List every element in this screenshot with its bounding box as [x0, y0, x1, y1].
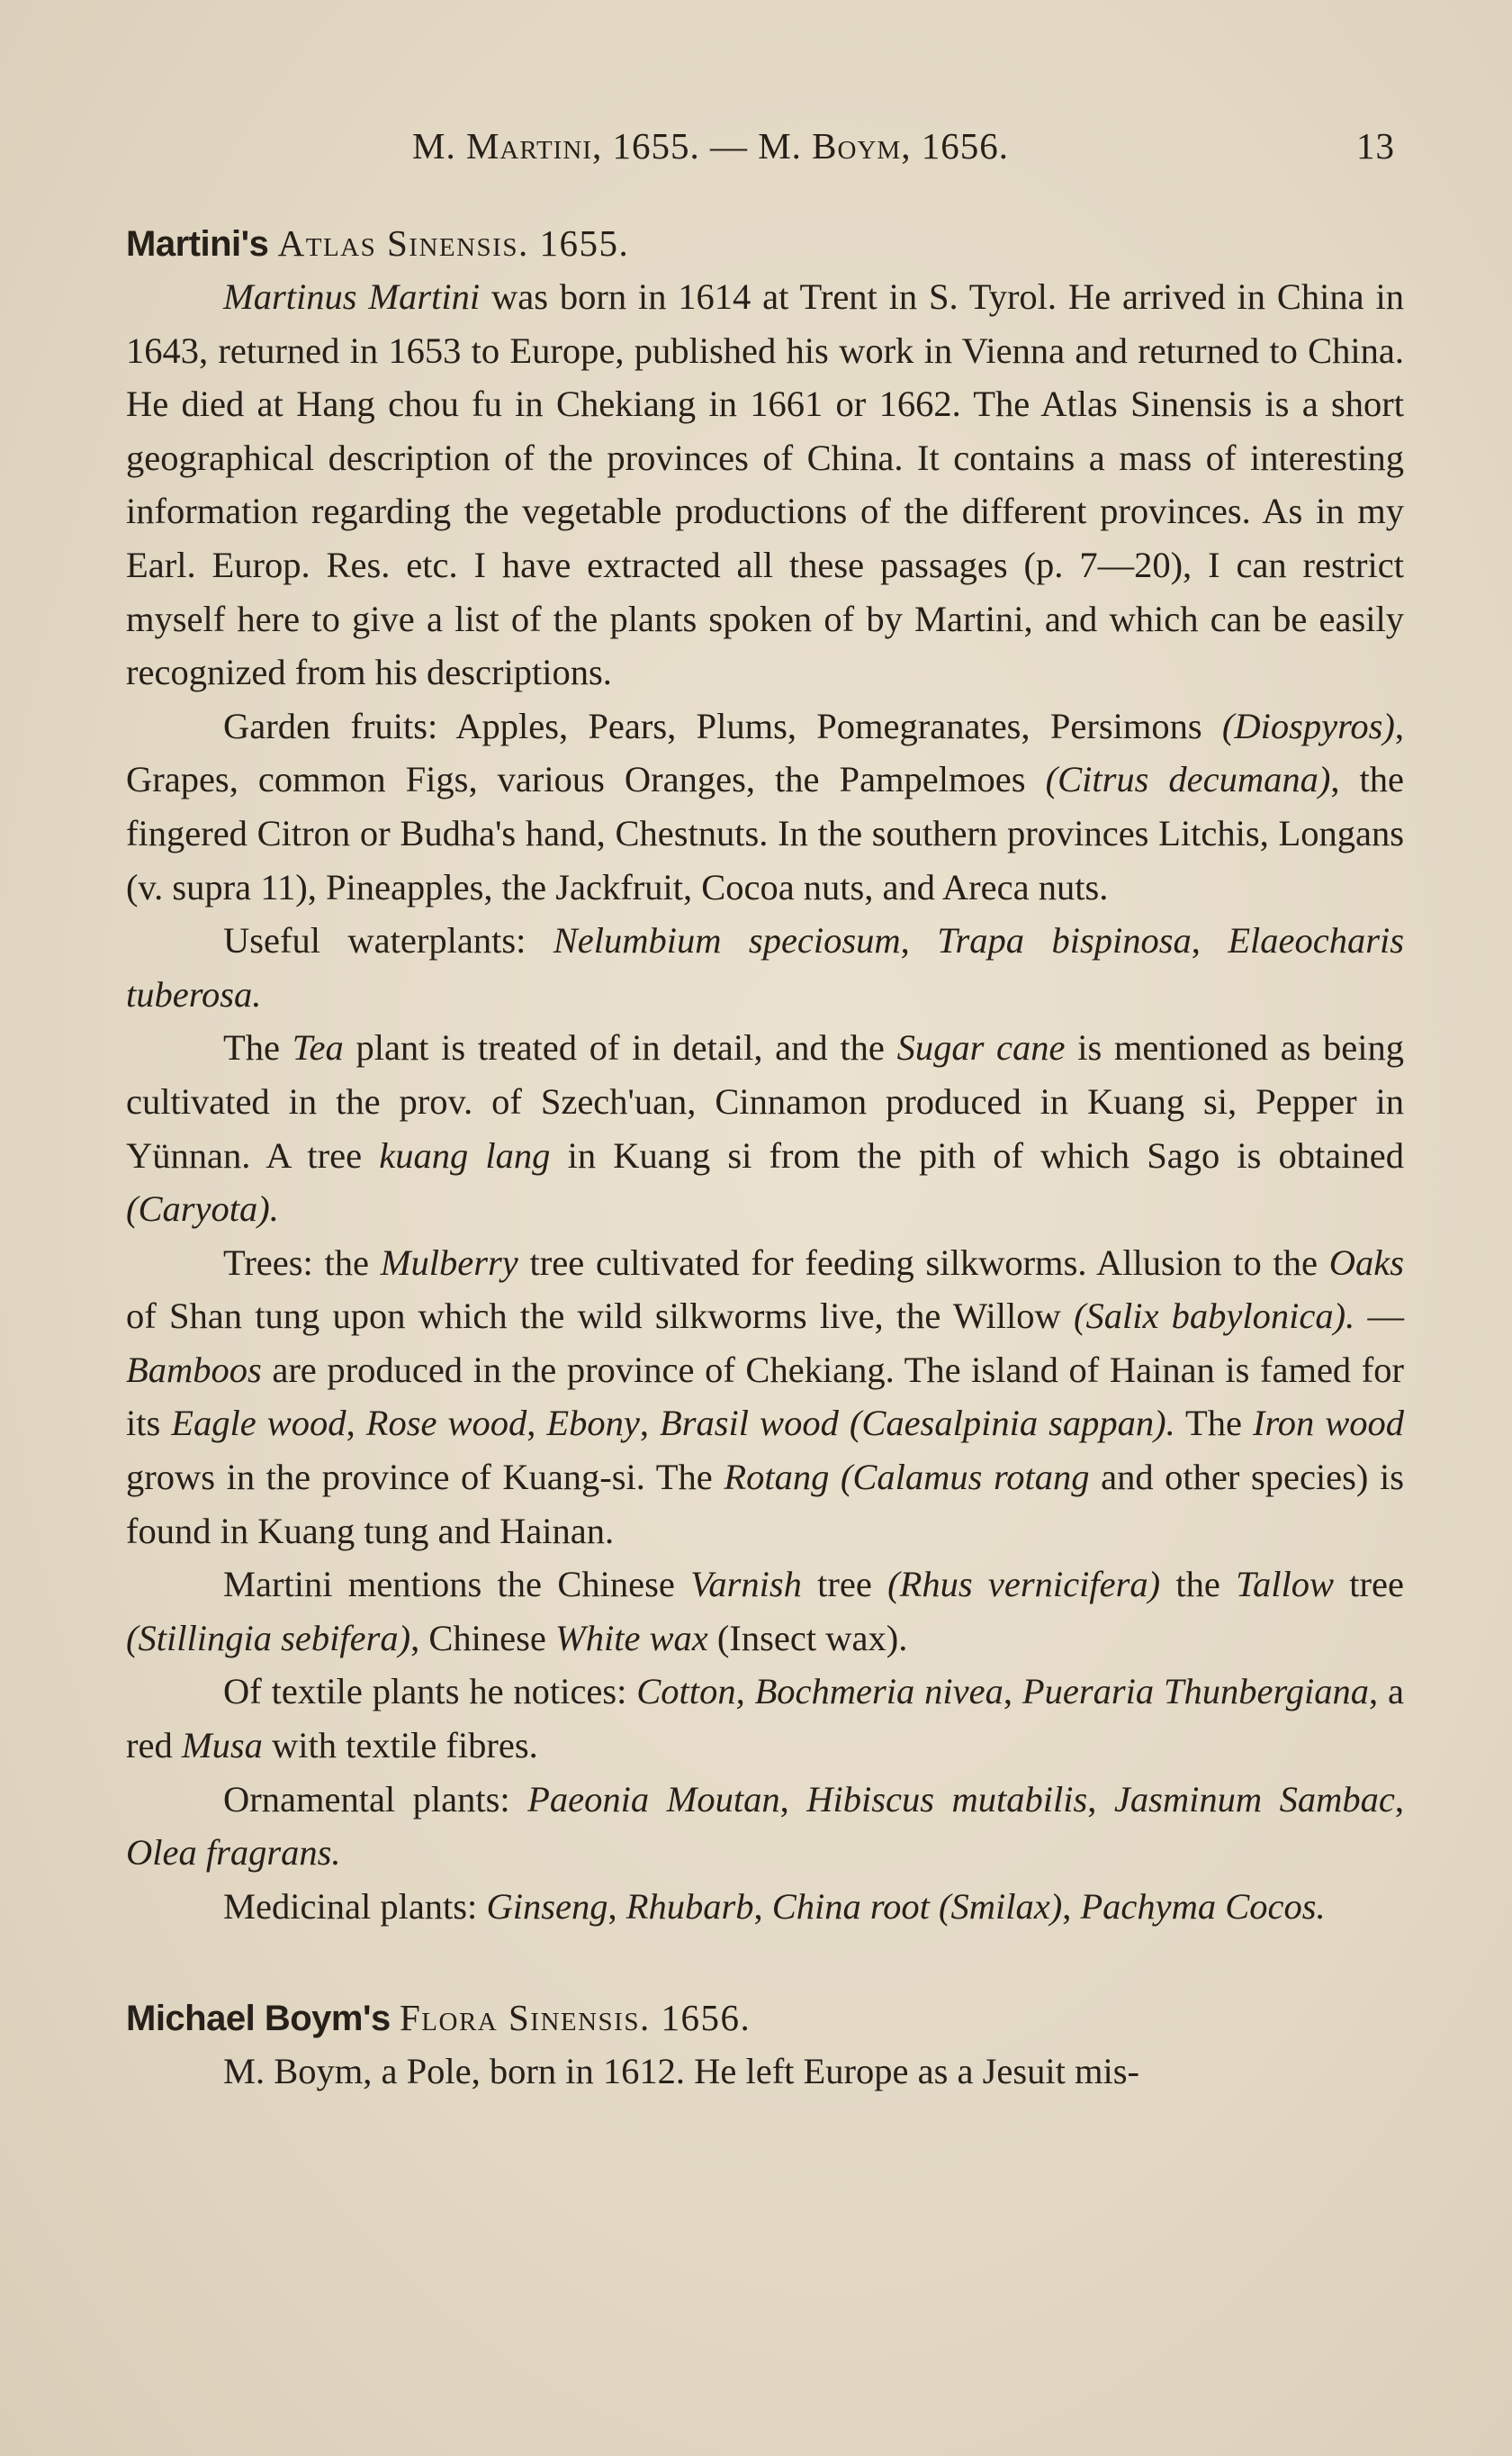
heading-author: Michael Boym's [126, 1999, 391, 2039]
running-head-title: M. Martini, 1655. — M. Boym, 1656. [412, 125, 1009, 167]
section-gap [126, 1933, 1404, 1991]
heading-year: . 1655. [518, 222, 630, 264]
paragraph-garden-fruits: Garden fruits: Apples, Pears, Plums, Pomegranates, Persimons (Diospyros), Grapes, common Figs, various Oranges, the Pampelmoes (Citrus decumana), the fingered Citron or Budha's hand, Chestnuts. In the southern provinces Litchis, Longans (v. supra 11), Pineapples, the Jackfruit, Cocoa nuts, and Areca nuts. [126, 705, 1404, 907]
paragraph-biography: Martinus Martini was born in 1614 at Trent in S. Tyrol. He arrived in China in 1643, returned in 1653 to Europe, published his work in Vienna and returned to China. He died at Hang chou fu in Chekiang in 1661 or 1662. The Atlas Sinensis is a short geographical description of the provinces of China. It contains a mass of interesting information regarding the vegetable productions of the different provinces. As in my Earl. Europ. Res. etc. I have extracted all these passages (p. 7—20), I can restrict myself here to give a list of the plants spoken of by Martini, and which can be easily recognized from his descriptions. [126, 276, 1404, 693]
paragraph-varnish-tallow: Martini mentions the Chinese Varnish tree (Rhus vernicifera) the Tallow tree (Stillingia sebifera), Chinese White wax (Insect wax). [126, 1564, 1404, 1658]
paragraph-boym-intro: M. Boym, a Pole, born in 1612. He left Europe as a Jesuit mis- [223, 2051, 1139, 2092]
section-heading-boym [126, 1991, 1404, 2045]
page-number: 13 [1356, 125, 1395, 167]
heading-work-title: Flora Sinensis [399, 1997, 640, 2039]
paragraph-trees: Trees: the Mulberry tree cultivated for feeding silkworms. Allusion to the Oaks of Shan tung upon which the wild silkworms live, the Willow (Salix babylonica). — Bamboos are produced in the province of Chekiang. The island of Hainan is famed for its Eagle wood, Rose wood, Ebony, Brasil wood (Caesalpinia sappan). The Iron wood grows in the province of Kuang-si. The Rotang (Calamus rotang and other species) is found in Kuang tung and Hainan. [126, 1242, 1405, 1551]
paragraph-ornamental-plants: Ornamental plants: Paeonia Moutan, Hibiscus mutabilis, Jasminum Sambac, Olea fragrans. [126, 1778, 1404, 1874]
running-head-name-boym: Boym [812, 125, 902, 167]
running-head-name-martini: Martini [465, 125, 592, 167]
paragraph-waterplants: Useful waterplants: Nelumbium speciosum, Trapa bispinosa, Elaeocharis tuberosa. [126, 920, 1405, 1015]
paragraph-medicinal-plants: Medicinal plants: Ginseng, Rhubarb, China root (Smilax), Pachyma Cocos. [223, 1885, 1326, 1927]
heading-author: Martini's [126, 224, 269, 264]
paragraph-tea-sugar: The Tea plant is treated of in detail, and the Sugar cane is mentioned as being cultivated in the prov. of Szech'uan, Cinnamon produced in Kuang si, Pepper in Yünnan. A tree kuang lang in Kuang si from the pith of which Sago is obtained (Caryota). [126, 1027, 1405, 1230]
paragraph-textile-plants: Of textile plants he notices: Cotton, Bochmeria nivea, Pueraria Thunbergiana, a red Musa with textile fibres. [126, 1671, 1404, 1766]
text-column [126, 216, 1404, 2099]
running-head [126, 124, 1404, 175]
section-heading-martini [126, 216, 1404, 270]
heading-year: . 1656. [639, 1997, 752, 2039]
heading-work-title: Atlas Sinensis [277, 222, 518, 264]
